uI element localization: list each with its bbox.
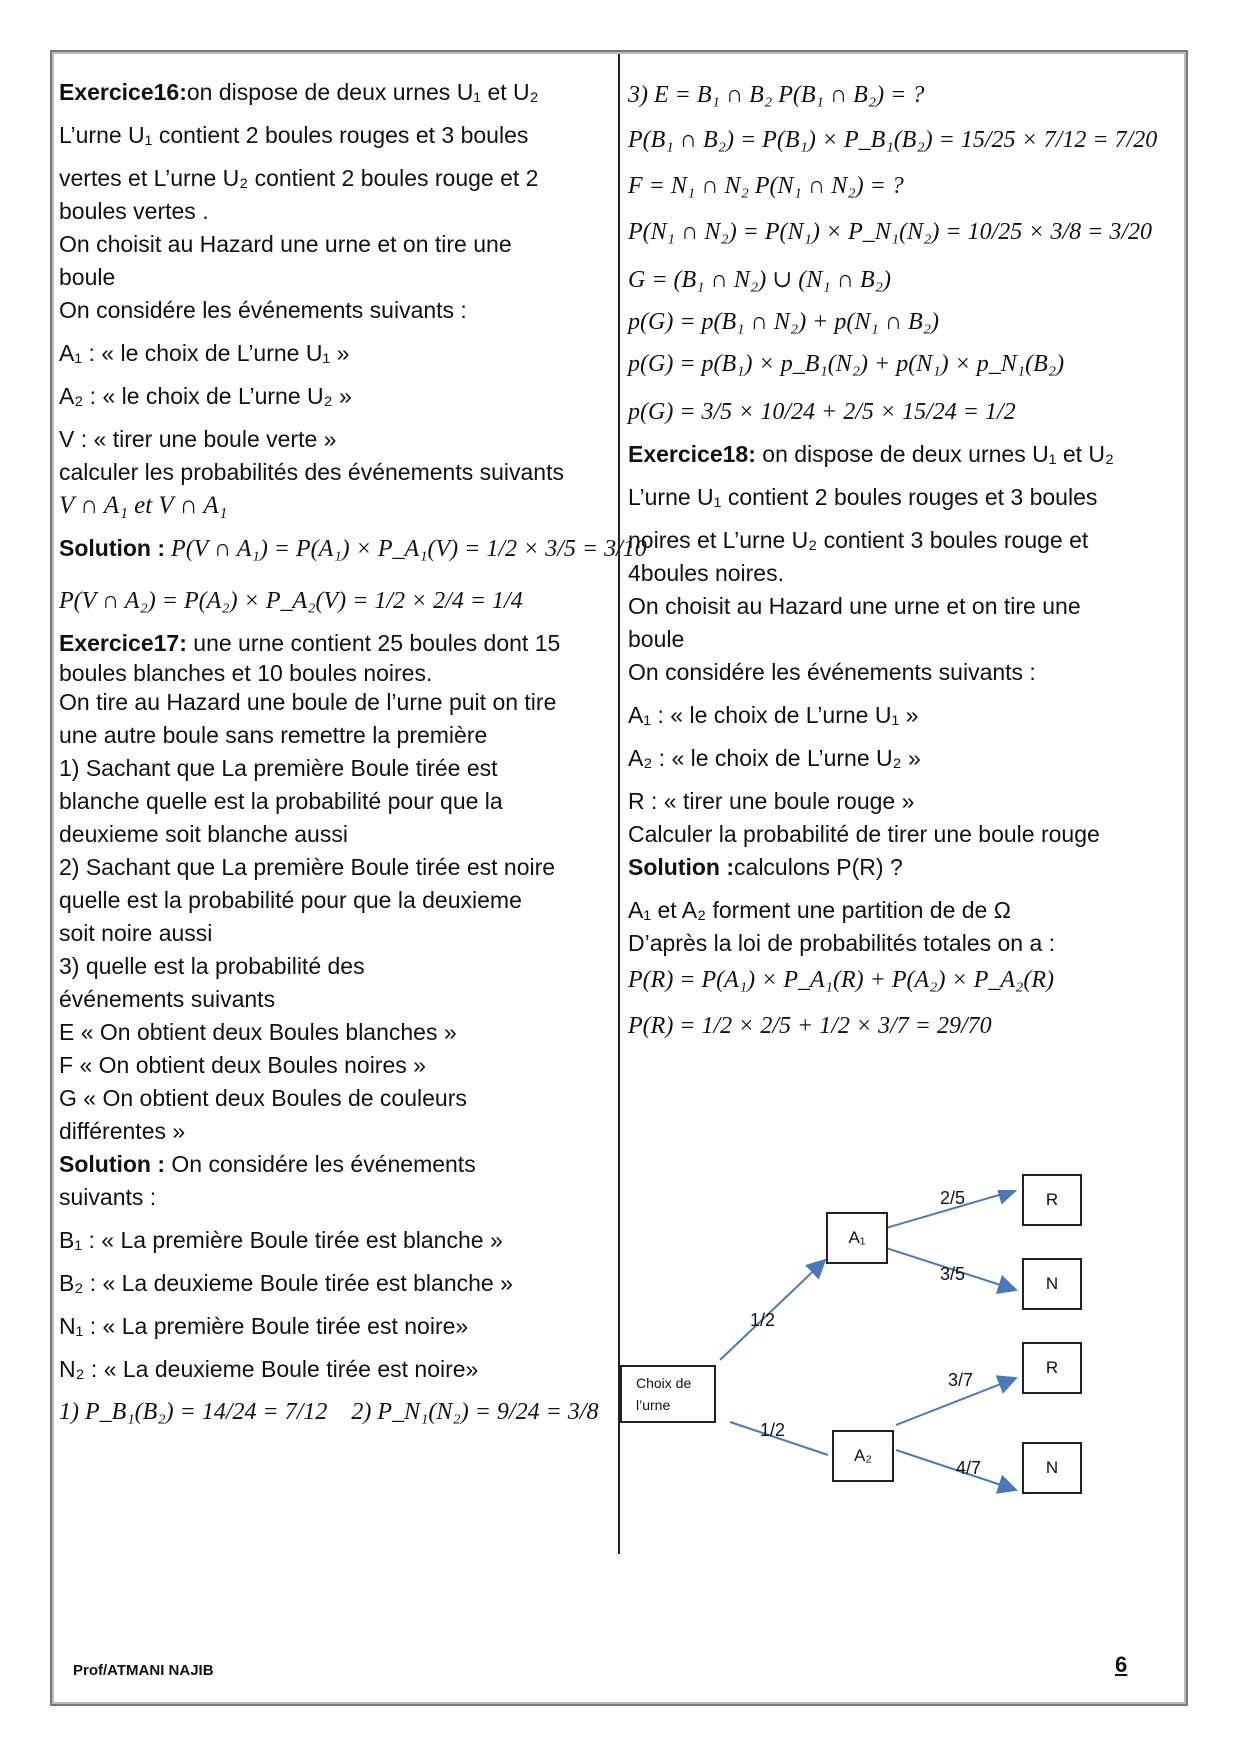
ex17-line: quelle est la probabilité pour que la deuxieme (59, 887, 522, 913)
tree-prob-r2: 3/7 (948, 1370, 974, 1390)
ex16-line: On choisit au Hazard une urne et on tire une (59, 231, 512, 257)
ex17-result-line: G = (B₁ ∩ N₂) ∪ (N₁ ∩ B₂) (628, 267, 891, 293)
ex16-line: On considére les événements suivants : (59, 297, 467, 323)
ex17-line: soit noire aussi (59, 920, 213, 946)
tree-root-node: Choix de l’urne (620, 1365, 716, 1423)
ex17-event-n2: N₂ : « La deuxieme Boule tirée est noire» (59, 1356, 479, 1382)
ex18-line: L’urne U₁ contient 2 boules rouges et 3 boules (628, 484, 1098, 510)
ex16-line: vertes et L’urne U₂ contient 2 boules rouge et 2 (59, 165, 539, 191)
tree-node-a1: A₁ (826, 1212, 888, 1264)
ex18-formula: P(R) = P(A₁) × P_A₁(R) + P(A₂) × P_A₂(R) (628, 967, 1054, 993)
ex16-intro (59, 76, 611, 109)
ex17-line: 3) quelle est la probabilité des (59, 953, 365, 979)
ex16-line: L’urne U₁ contient 2 boules rouges et 3 boules (59, 122, 529, 148)
ex18-event-r: R : « tirer une boule rouge » (628, 788, 915, 814)
ex17-result-line: P(N₁ ∩ N₂) = P(N₁) × P_N₁(N₂) = 10/25 × 3/8 = 3/20 (628, 219, 1153, 245)
ex18-partition: A₁ et A₂ forment une partition de de Ω (628, 897, 1011, 923)
equation: 1) P_B₁(B₂) = 14/24 = 7/12 (59, 1399, 328, 1425)
ex18-intro (628, 438, 1168, 471)
ex17-result-line: p(G) = p(B₁ ∩ N₂) + p(N₁ ∩ B₂) (628, 309, 940, 335)
equation: 2) P_N₁(N₂) = 9/24 = 3/8 (351, 1399, 599, 1425)
ex17-line: une autre boule sans remettre la première (59, 722, 488, 748)
ex16-event-a2: A₂ : « le choix de L’urne U₂ » (59, 383, 352, 409)
ex16-event-v: V : « tirer une boule verte » (59, 426, 337, 452)
ex17-result-line: p(G) = p(B₁) × p_B₁(N₂) + p(N₁) × p_N₁(B₂) (628, 351, 1065, 377)
ex17-event-f: F « On obtient deux Boules noires » (59, 1052, 426, 1078)
ex17-event-e: E « On obtient deux Boules blanches » (59, 1019, 457, 1045)
ex16-event-a1: A₁ : « le choix de L’urne U₁ » (59, 340, 350, 366)
ex17-event-g-cont: différentes » (59, 1118, 186, 1144)
ex18-line: On considére les événements suivants : (628, 659, 1036, 685)
ex16-line: on dispose de deux urnes U₁ et U₂ (186, 79, 539, 105)
ex18-line: calculons P(R) ? (734, 854, 903, 880)
ex17-event-g: G « On obtient deux Boules de couleurs (59, 1085, 467, 1111)
tree-node-a2: A₂ (832, 1430, 894, 1482)
ex18-total-law: D’après la loi de probabilités totales on a : (628, 930, 1056, 956)
ex18-event-a2: A₂ : « le choix de L’urne U₂ » (628, 745, 921, 771)
ex16-solution-label: Solution : (59, 535, 166, 561)
ex17-line: On considére les événements (165, 1151, 476, 1177)
ex18-line: On choisit au Hazard une urne et on tire une (628, 593, 1081, 619)
ex17-line: 1) Sachant que La première Boule tirée est (59, 755, 498, 781)
tree-node-r2: R (1022, 1342, 1082, 1394)
ex17-line: suivants : (59, 1184, 157, 1210)
ex17-line: une urne contient 25 boules dont 15 (186, 630, 561, 656)
left-column (59, 76, 647, 1438)
ex17-solution-label: Solution : (59, 1151, 166, 1177)
ex17-line: 2) Sachant que La première Boule tirée est noire (59, 854, 556, 880)
ex18-line: boule (628, 626, 685, 652)
page-number: 6 (1115, 1652, 1128, 1677)
ex18-title: Exercice18: (628, 441, 756, 467)
tree-node-r1: R (1022, 1174, 1082, 1226)
ex17-line: événements suivants (59, 986, 276, 1012)
tree-prob-a1: 1/2 (750, 1310, 776, 1330)
ex16-title: Exercice16: (59, 79, 187, 105)
ex18-line: on dispose de deux urnes U₁ et U₂ (755, 441, 1114, 467)
ex16-line: boule (59, 264, 116, 290)
tree-prob-a2: 1/2 (760, 1420, 786, 1440)
ex16-solution-1 (59, 522, 647, 575)
ex18-question: Calculer la probabilité de tirer une boule rouge (628, 821, 1100, 847)
ex17-result-3: 3) E = B₁ ∩ B₂ P(B₁ ∩ B₂) = ? (628, 82, 925, 108)
ex16-question-events: V ∩ A₁ et V ∩ A₁ (59, 492, 228, 519)
tree-prob-n1: 3/5 (940, 1264, 966, 1284)
ex18-solution-intro (628, 851, 1168, 884)
ex17-line: blanche quelle est la probabilité pour que la (59, 788, 503, 814)
ex17-result-line: p(G) = 3/5 × 10/24 + 2/5 × 15/24 = 1/2 (628, 399, 1016, 425)
ex17-result-line: F = N₁ ∩ N₂ P(N₁ ∩ N₂) = ? (628, 173, 904, 199)
tree-node-n2: N (1022, 1442, 1082, 1494)
ex17-solution-intro (59, 1148, 611, 1181)
ex17-event-b2: B₂ : « La deuxieme Boule tirée est blanche » (59, 1270, 513, 1296)
ex18-solution-label: Solution : (628, 854, 735, 880)
ex17-line: boules blanches et 10 boules noires. (59, 660, 433, 686)
ex18-event-a1: A₁ : « le choix de L’urne U₁ » (628, 702, 919, 728)
ex18-line: 4boules noires. (628, 560, 784, 586)
ex17-result-line: P(B₁ ∩ B₂) = P(B₁) × P_B₁(B₂) = 15/25 × 7/12 = 7/20 (628, 127, 1158, 153)
footer-author: Prof/ATMANI NAJIB (73, 1662, 214, 1679)
ex16-solution-2: P(V ∩ A₂) = P(A₂) × P_A₂(V) = 1/2 × 2/4 = 1/4 (59, 588, 523, 614)
ex17-results-1-2 (59, 1386, 611, 1438)
ex17-line: On tire au Hazard une boule de l’urne puit on tire (59, 689, 557, 715)
tree-prob-r1: 2/5 (940, 1188, 966, 1208)
ex17-intro (59, 627, 611, 660)
ex18-line: noires et L’urne U₂ contient 3 boules rouge et (628, 527, 1089, 553)
tree-node-n1: N (1022, 1258, 1082, 1310)
equation: P(V ∩ A₁) = P(A₁) × P_A₁(V) = 1/2 × 3/5 = 3/10 (171, 536, 647, 562)
tree-prob-n2: 4/7 (956, 1458, 982, 1478)
ex18-result: P(R) = 1/2 × 2/5 + 1/2 × 3/7 = 29/70 (628, 1013, 992, 1039)
ex17-title: Exercice17: (59, 630, 187, 656)
ex17-line: deuxieme soit blanche aussi (59, 821, 348, 847)
right-column (628, 76, 1168, 1052)
ex17-event-b1: B₁ : « La première Boule tirée est blanche » (59, 1227, 503, 1253)
probability-tree (620, 1190, 1120, 1570)
ex17-event-n1: N₁ : « La première Boule tirée est noire» (59, 1313, 469, 1339)
ex16-line: boules vertes . (59, 198, 209, 224)
ex16-question: calculer les probabilités des événements suivants (59, 459, 564, 485)
